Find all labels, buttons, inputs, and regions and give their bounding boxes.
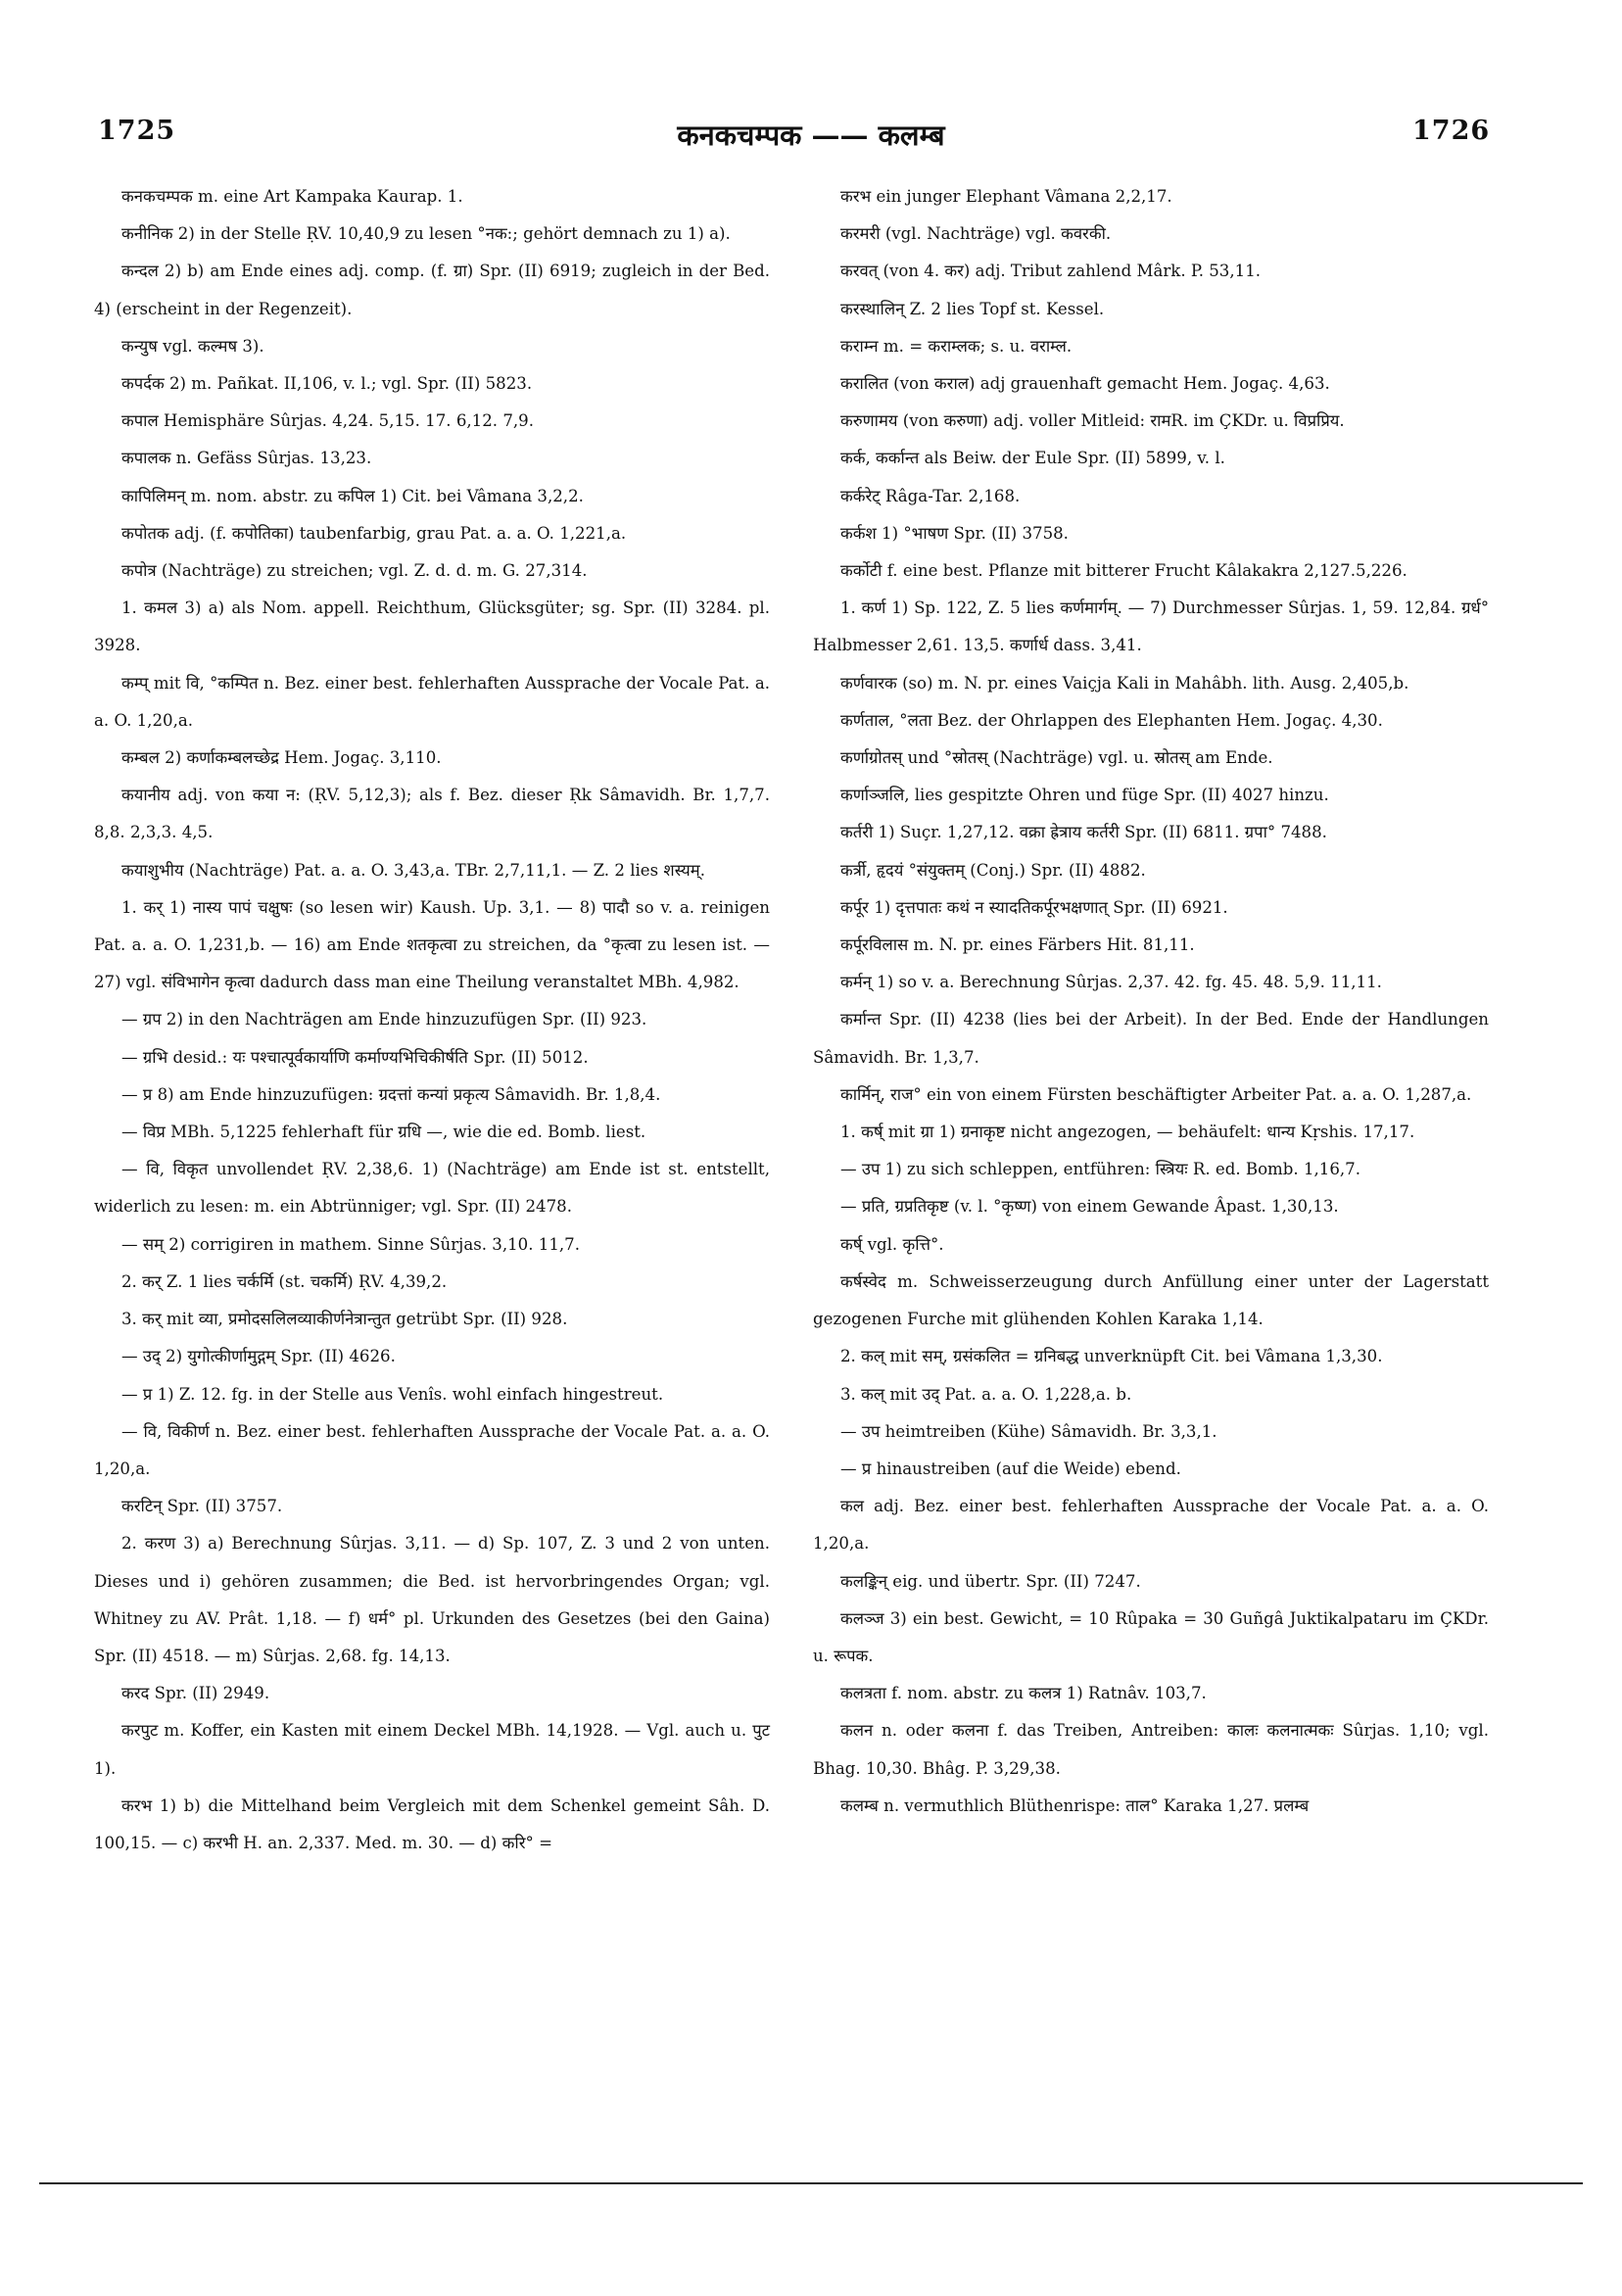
dictionary-entry: कर्पूर 1) दृत्तपातः कथं न स्यादतिकर्पूरभक्षणात् Spr. (II) 6921. xyxy=(840,897,1228,917)
right-column xyxy=(813,178,1489,1825)
bottom-rule xyxy=(39,2182,1583,2184)
dictionary-entry: — ग्रप 2) in den Nachträgen am Ende hinzuzufügen Spr. (II) 923. xyxy=(121,1010,647,1029)
dictionary-entry: — प्र hinaustreiben (auf die Weide) ebend. xyxy=(840,1459,1181,1478)
dictionary-entry: — उप heimtreiben (Kühe) Sâmavidh. Br. 3,3,1. xyxy=(840,1421,1217,1441)
dictionary-entry: कपाल Hemisphäre Sûrjas. 4,24. 5,15. 17. 6,12. 7,9. xyxy=(121,411,534,431)
dictionary-entry: कम्बल 2) कर्णाकम्बलच्छेद्र Hem. Jogaç. 3,110. xyxy=(121,748,442,768)
dictionary-entry: कलङ्किन् eig. und übertr. Spr. (II) 7247. xyxy=(840,1571,1141,1591)
dictionary-entry: — विप्र MBh. 5,1225 fehlerhaft für ग्रधि —, wie die ed. Bomb. liest. xyxy=(121,1123,646,1142)
dictionary-entry: — प्र 1) Z. 12. fg. in der Stelle aus Venîs. wohl einfach hingestreut. xyxy=(121,1384,664,1404)
dictionary-entry: — उद् 2) युगोत्कीर्णामुद्गम् Spr. (II) 4626. xyxy=(121,1347,396,1366)
dictionary-entry: कलञ्ज 3) ein best. Gewicht, = 10 Rûpaka = 30 Guñgâ Juktikalpataru im ÇKDr. u. रूपक. xyxy=(813,1608,1489,1665)
dictionary-entry: कलत्रता f. nom. abstr. zu कलत्र 1) Ratnâv. 103,7. xyxy=(840,1684,1207,1703)
dictionary-entry: करभ ein junger Elephant Vâmana 2,2,17. xyxy=(840,187,1172,206)
page-header xyxy=(0,116,1622,155)
dictionary-entry: कर्करेट् Râga-Tar. 2,168. xyxy=(840,486,1021,505)
running-title: कनकचम्पक —— कलम्ब xyxy=(677,119,945,152)
dictionary-entry: करुणामय (von करुणा) adj. voller Mitleid: रामR. im ÇKDr. u. विप्रप्रिय. xyxy=(840,411,1345,431)
dictionary-entry: कार्मिन्, राज° ein von einem Fürsten beschäftigter Arbeiter Pat. a. a. O. 1,287,a. xyxy=(840,1084,1472,1104)
dictionary-entry: — उप 1) zu sich schleppen, entführen: स्त्रियः R. ed. Bomb. 1,16,7. xyxy=(840,1160,1361,1179)
dictionary-entry: कनीनिक 2) in der Stelle ṚV. 10,40,9 zu lesen °नक:; gehört demnach zu 1) a). xyxy=(121,224,731,244)
dictionary-entry: 2. कर् Z. 1 lies चर्कर्मि (st. चकर्मि) ṚV. 4,39,2. xyxy=(121,1271,448,1291)
dictionary-entry: 2. करण 3) a) Berechnung Sûrjas. 3,11. — d) Sp. 107, Z. 3 und 2 von unten. Dieses und i) gehören zusammen; die Bed. ist hervorbringendes Organ; vgl. Whitney zu AV. Prât. 1,18. — f) धर्म° pl. Urkunden des Gesetzes (bei den Gaina) Spr. (II) 4518. — m) Sûrjas. 2,68. fg. 14,13. xyxy=(94,1534,770,1665)
dictionary-entry: कर्ष् vgl. कृत्ति°. xyxy=(840,1234,944,1254)
dictionary-entry: कर्णवारक (so) m. N. pr. eines Vaiçja Kali in Mahâbh. lith. Ausg. 2,405,b. xyxy=(840,673,1409,693)
dictionary-entry: कापिलिमन् m. nom. abstr. zu कपिल 1) Cit. bei Vâmana 3,2,2. xyxy=(121,486,584,505)
dictionary-entry: 3. कल् mit उद् Pat. a. a. O. 1,228,a. b. xyxy=(840,1384,1132,1404)
dictionary-entry: कर्मन् 1) so v. a. Berechnung Sûrjas. 2,37. 42. fg. 45. 48. 5,9. 11,11. xyxy=(840,973,1382,992)
dictionary-entry: 2. कल् mit सम्, ग्रसंकलित = ग्रनिबद्ध unverknüpft Cit. bei Vâmana 1,3,30. xyxy=(840,1347,1383,1366)
dictionary-entry: 1. कर्ष् mit ग्रा 1) ग्रनाकृष्ट nicht angezogen, — behäufelt: धान्य Kṛshis. 17,17. xyxy=(840,1123,1415,1142)
dictionary-entry: कर्कश 1) °भाषण Spr. (II) 3758. xyxy=(840,523,1069,543)
dictionary-entry: करवत् (von 4. कर) adj. Tribut zahlend Mârk. P. 53,11. xyxy=(840,262,1262,281)
dictionary-entry: कर्णताल, °लता Bez. der Ohrlappen des Elephanten Hem. Jogaç. 4,30. xyxy=(840,710,1383,730)
dictionary-entry: कर्षस्वेद m. Schweisserzeugung durch Anfüllung einer unter der Lagerstatt gezogenen Furche mit glühenden Kohlen Karaka 1,14. xyxy=(813,1271,1489,1329)
page-number-right: 1726 xyxy=(1412,116,1491,146)
dictionary-entry: — ग्रभि desid.: यः पश्चात्पूर्वकार्याणि कर्माण्यभिचिकीर्षति Spr. (II) 5012. xyxy=(121,1047,589,1067)
dictionary-entry: — वि, विकीर्ण n. Bez. einer best. fehlerhaften Aussprache der Vocale Pat. a. a. O. 1,20,a. xyxy=(94,1421,770,1478)
left-column xyxy=(94,178,770,1862)
dictionary-entry: कर्तरी 1) Suçr. 1,27,12. वक्रा ह्रेत्राय कर्तरी Spr. (II) 6811. ग्रपा° 7488. xyxy=(840,823,1327,842)
dictionary-entry: 1. कर् 1) नास्य पापं चक्षुषः (so lesen wir) Kaush. Up. 3,1. — 8) पादौ so v. a. reinigen Pat. a. a. O. 1,231,b. — 16) am Ende शतकृत्वा zu streichen, da °कृत्वा zu lesen ist. — 27) vgl. संविभागेन कृत्वा dadurch dass man eine Theilung veranstaltet MBh. 4,982. xyxy=(94,897,770,992)
dictionary-entry: कपालक n. Gefäss Sûrjas. 13,23. xyxy=(121,449,372,468)
dictionary-entry: कर्णाञ्जलि, lies gespitzte Ohren und füge Spr. (II) 4027 hinzu. xyxy=(840,786,1329,805)
dictionary-entry: करटिन् Spr. (II) 3757. xyxy=(121,1497,283,1516)
dictionary-entry: — सम् 2) corrigiren in mathem. Sinne Sûrjas. 3,10. 11,7. xyxy=(121,1234,580,1254)
dictionary-entry: कर्क, कर्कान्त als Beiw. der Eule Spr. (II) 5899, v. l. xyxy=(840,449,1225,468)
dictionary-entry: — प्र 8) am Ende hinzuzufügen: ग्रदत्तां कन्यां प्रकृत्य Sâmavidh. Br. 1,8,4. xyxy=(121,1084,661,1104)
dictionary-entry: करभ 1) b) die Mittelhand beim Vergleich mit dem Schenkel gemeint Sâh. D. 100,15. — c) करभी H. an. 2,337. Med. m. 30. — d) करि° = xyxy=(94,1795,770,1852)
dictionary-entry: करद Spr. (II) 2949. xyxy=(121,1684,270,1703)
dictionary-entry: कलन n. oder कलना f. das Treiben, Antreiben: कालः कलनात्मकः Sûrjas. 1,10; vgl. Bhag. 10,30. Bhâg. P. 3,29,38. xyxy=(813,1721,1489,1778)
dictionary-entry: कलम्ब n. vermuthlich Blüthenrispe: ताल° Karaka 1,27. प्रलम्ब xyxy=(840,1795,1310,1815)
dictionary-entry: कर्कोटी f. eine best. Pflanze mit bitterer Frucht Kâlakakra 2,127.5,226. xyxy=(840,561,1407,581)
dictionary-entry: करस्थालिन् Z. 2 lies Topf st. Kessel. xyxy=(840,299,1105,318)
dictionary-entry: — वि, विकृत unvollendet ṚV. 2,38,6. 1) (Nachträge) am Ende ist st. entstellt, widerlich zu lesen: m. ein Abtrünniger; vgl. Spr. (II) 2478. xyxy=(94,1160,770,1217)
page-number-left: 1725 xyxy=(98,116,176,146)
dictionary-entry: कन्युष vgl. कल्मष 3). xyxy=(121,336,264,356)
dictionary-entry: कर्मान्त Spr. (II) 4238 (lies bei der Arbeit). In der Bed. Ende der Handlungen Sâmavidh. Br. 1,3,7. xyxy=(813,1010,1489,1067)
dictionary-entry: कयाशुभीय (Nachträge) Pat. a. a. O. 3,43,a. TBr. 2,7,11,1. — Z. 2 lies शस्यम्. xyxy=(121,860,705,880)
dictionary-entry: कर्णाग्रोतस् und °स्रोतस् (Nachträge) vgl. u. स्रोतस् am Ende. xyxy=(840,748,1273,768)
dictionary-entry: 3. कर् mit व्या, प्रमोदसलिलव्याकीर्णनेत्रान्तुत getrübt Spr. (II) 928. xyxy=(121,1310,568,1329)
dictionary-entry: कयानीय adj. von कया न: (ṚV. 5,12,3); als f. Bez. dieser Ṛk Sâmavidh. Br. 1,7,7. 8,8. 2,3,3. 4,5. xyxy=(94,786,770,842)
dictionary-entry: कर्पूरविलास m. N. pr. eines Färbers Hit. 81,11. xyxy=(840,935,1195,955)
dictionary-entry: कपर्दक 2) m. Pañkat. II,106, v. l.; vgl. Spr. (II) 5823. xyxy=(121,374,533,394)
dictionary-entry: कपोत्र (Nachträge) zu streichen; vgl. Z. d. d. m. G. 27,314. xyxy=(121,561,588,581)
dictionary-entry: कल adj. Bez. einer best. fehlerhaften Aussprache der Vocale Pat. a. a. O. 1,20,a. xyxy=(813,1497,1489,1554)
dictionary-entry: 1. कमल 3) a) als Nom. appell. Reichthum, Glücksgüter; sg. Spr. (II) 3284. pl. 3928. xyxy=(94,598,770,655)
dictionary-entry: कपोतक adj. (f. कपोतिका) taubenfarbig, grau Pat. a. a. O. 1,221,a. xyxy=(121,523,627,543)
dictionary-entry: करमरी (vgl. Nachträge) vgl. कवरकी. xyxy=(840,224,1112,244)
dictionary-entry: करालित (von कराल) adj grauenhaft gemacht Hem. Jogaç. 4,63. xyxy=(840,374,1330,394)
dictionary-entry: कन्दल 2) b) am Ende eines adj. comp. (f. ग्रा) Spr. (II) 6919; zugleich in der Bed. 4) (erscheint in der Regenzeit). xyxy=(94,262,770,318)
dictionary-entry: कर्त्री, हृदयं °संयुक्तम् (Conj.) Spr. (II) 4882. xyxy=(840,860,1146,880)
dictionary-entry: कराम्न m. = कराम्लक; s. u. वराम्ल. xyxy=(840,336,1073,356)
dictionary-entry: करपुट m. Koffer, ein Kasten mit einem Deckel MBh. 14,1928. — Vgl. auch u. पुट 1). xyxy=(94,1721,770,1778)
dictionary-entry: 1. कर्ण 1) Sp. 122, Z. 5 lies कर्णमार्गम्. — 7) Durchmesser Sûrjas. 1, 59. 12,84. ग्रर्ध° Halbmesser 2,61. 13,5. कर्णार्ध dass. 3,41. xyxy=(813,598,1489,655)
dictionary-entry: — प्रति, ग्रप्रतिकृष्ट (v. l. °कृष्ण) von einem Gewande Âpast. 1,30,13. xyxy=(840,1197,1339,1217)
dictionary-entry: कम्प् mit वि, °कम्पित n. Bez. einer best. fehlerhaften Aussprache der Vocale Pat. a. a. O. 1,20,a. xyxy=(94,673,770,730)
dictionary-entry: कनकचम्पक m. eine Art Kampaka Kaurap. 1. xyxy=(121,187,463,206)
